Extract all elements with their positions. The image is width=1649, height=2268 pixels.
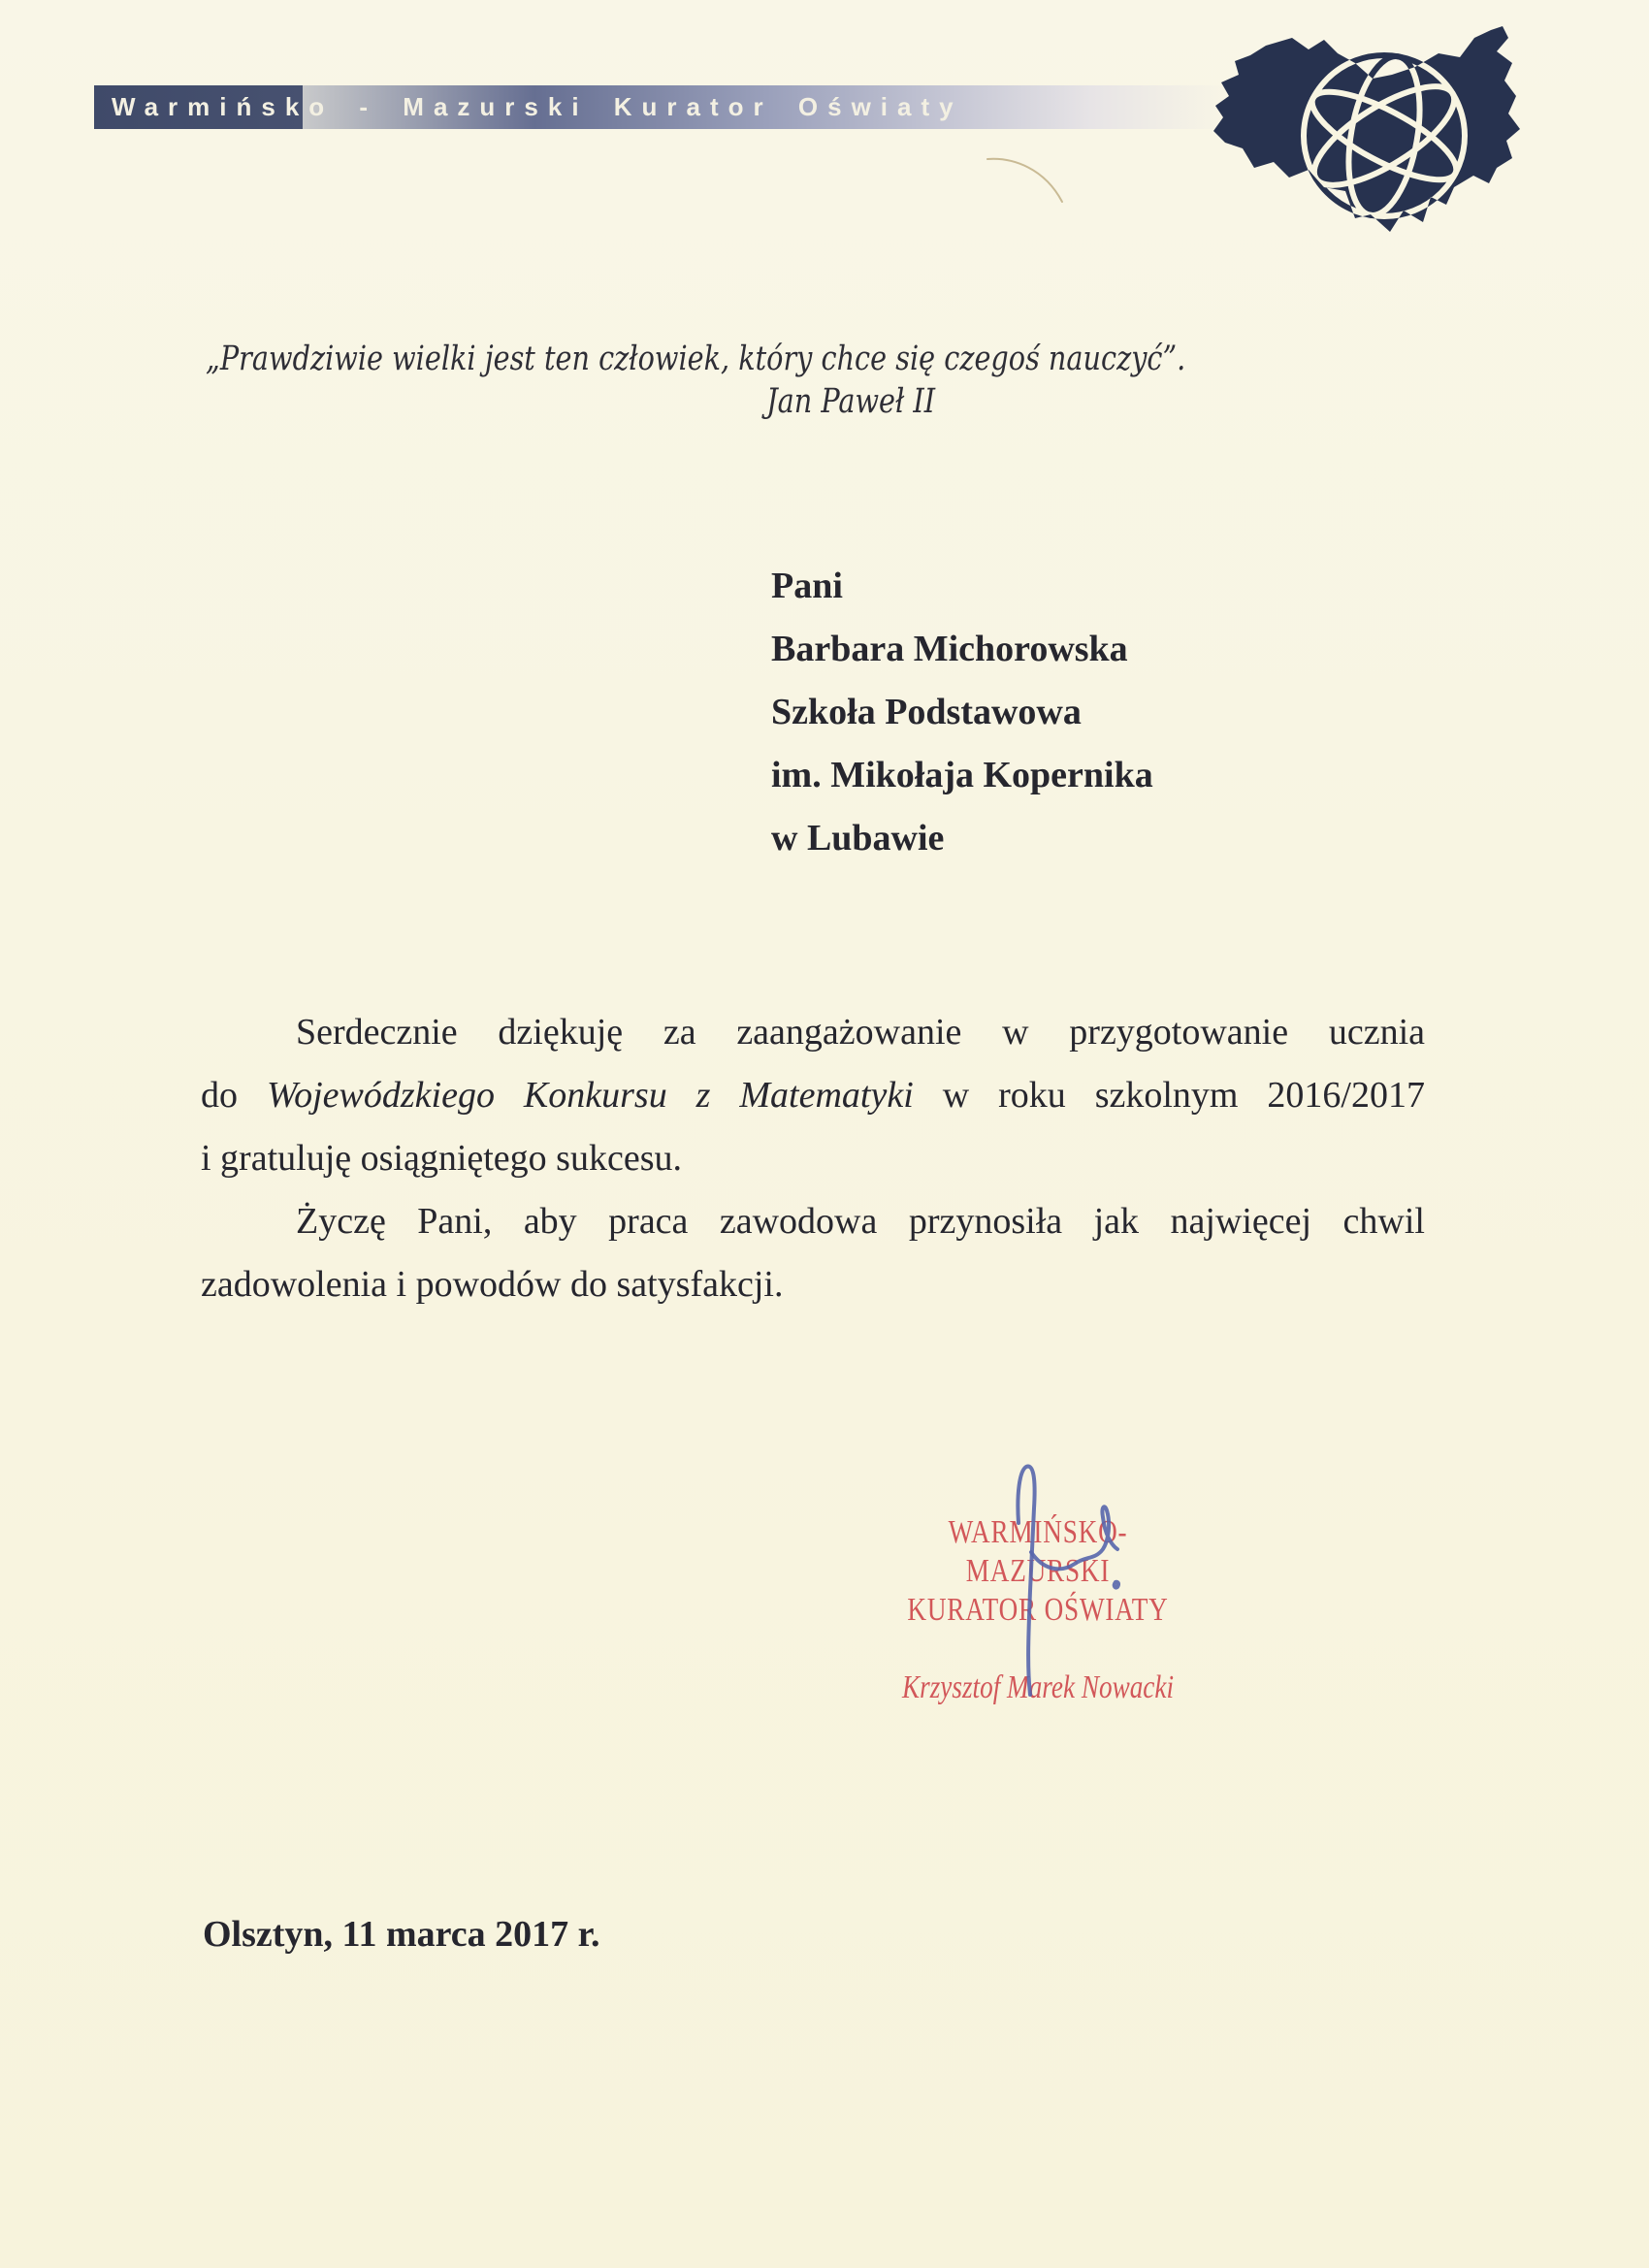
body-line: zadowolenia i powodów do satysfakcji. <box>201 1264 784 1305</box>
motto-quote <box>206 338 1186 423</box>
body-segment: do <box>201 1075 238 1116</box>
recipient-school-patron: im. Mikołaja Kopernika <box>771 755 1153 795</box>
body-line: Serdecznie dziękuję za zaangażowanie w przygotowanie ucznia <box>296 1012 1425 1053</box>
header-bar <box>94 85 1253 129</box>
body-segment: w roku szkolnym 2016/2017 <box>942 1075 1425 1116</box>
body-line <box>201 1064 1425 1127</box>
quote-text: „Prawdziwie wielki jest ten człowiek, który chce się czegoś nauczyć”. <box>206 340 1186 378</box>
kuratorium-logo <box>1200 24 1525 243</box>
recipient-school: Szkoła Podstawowa <box>771 692 1082 732</box>
recipient-name: Barbara Michorowska <box>771 629 1128 669</box>
stamp-office-line1: WARMIŃSKO-MAZURSKI <box>948 1514 1128 1589</box>
recipient-town: w Lubawie <box>771 818 945 859</box>
recipient-salutation: Pani <box>771 566 843 606</box>
recipient-block <box>771 555 1153 870</box>
quote-attribution: Jan Paweł II <box>766 382 936 421</box>
header-bar-title: Warmińsko - Mazurski Kurator Oświaty <box>112 92 963 121</box>
contest-name-italic: Wojewódzkiego Konkursu z Matematyki <box>266 1075 914 1116</box>
stamp-signer-name: Krzysztof Marek Nowacki <box>901 1669 1175 1705</box>
body-line: Życzę Pani, aby praca zawodowa przynosiła jak najwięcej chwil <box>296 1201 1425 1242</box>
stamp-office-line2: KURATOR OŚWIATY <box>907 1592 1169 1628</box>
place-and-date: Olsztyn, 11 marca 2017 r. <box>203 1914 600 1955</box>
body-line: i gratuluję osiągniętego sukcesu. <box>201 1138 682 1179</box>
letter-body <box>201 1001 1425 1316</box>
pencil-arc-artifact <box>985 147 1067 206</box>
handwritten-signature <box>1004 1455 1130 1702</box>
